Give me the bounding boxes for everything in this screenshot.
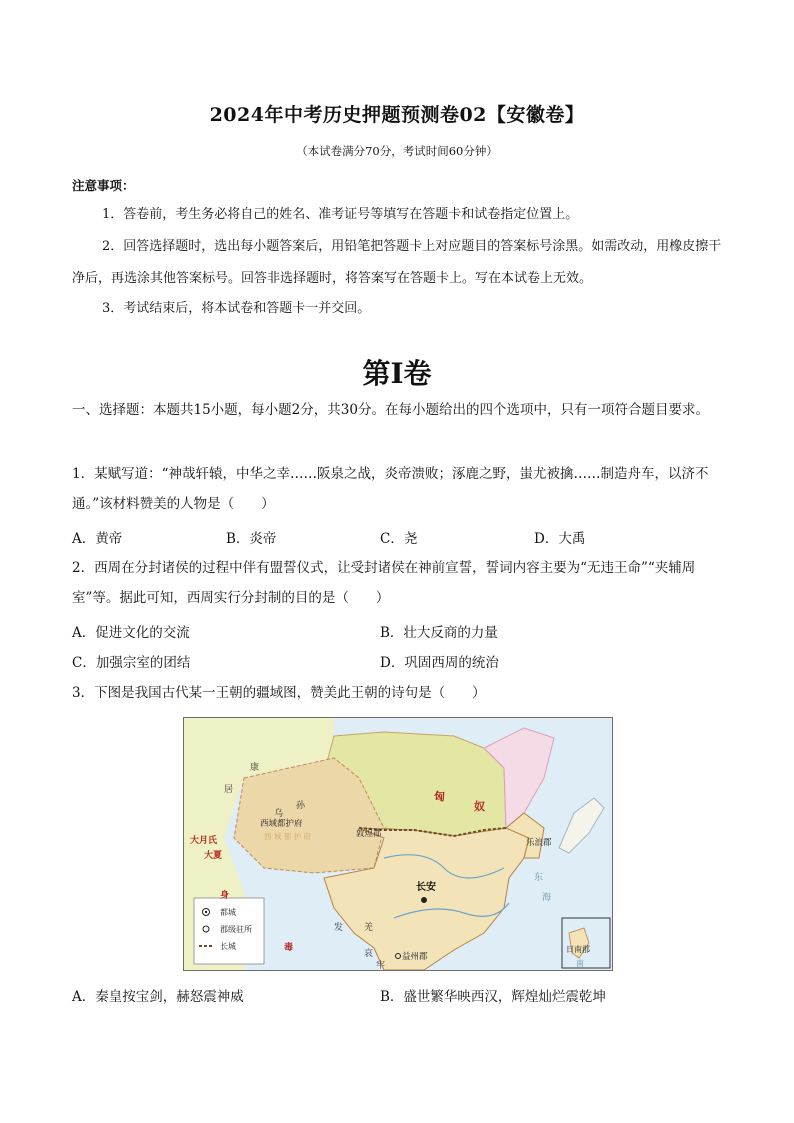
question-1-option-c[interactable]: C．尧 (380, 531, 418, 547)
map-label-ju: 居 (224, 785, 234, 795)
question-3-option-b[interactable]: B．盛世繁华映西汉，辉煌灿烂震乾坤 (380, 989, 606, 1005)
legend-great-wall: 长城 (220, 942, 236, 951)
legend-capital-dot (205, 911, 207, 913)
question-2-stem: 2．西周在分封诸侯的过程中伴有盟誓仪式，让受封诸侯在神前宣誓，誓词内容主要为“无违王命”“夹辅周室”等。据此可知，西周实行分封制的目的是（ ） (72, 560, 696, 606)
legend-prefecture: 郡级驻所 (220, 925, 252, 934)
map-label-xiyu: 西域都护府 (260, 819, 303, 829)
map-label-ai: 哀 (364, 949, 374, 959)
question-1-option-a[interactable]: A．黄帝 (72, 531, 123, 547)
notice-heading: 注意事项： (72, 178, 135, 193)
map-label-sun: 孙 (296, 801, 306, 811)
map-label-fa: 发 (334, 923, 344, 933)
map-label-xiong: 匈 (434, 790, 445, 803)
notice-item-2: 2．回答选择题时，选出每小题答案后，用铅笔把答题卡上对应题目的答案标号涂黑。如需改动，用橡皮擦干净后，再选涂其他答案标号。回答非选择题时，将答案写在答题卡上。写在本试卷上无效。 (72, 239, 722, 286)
exam-subtitle: （本试卷满分70分，考试时间60分钟） (296, 144, 498, 158)
map-label-kang: 康 (250, 763, 260, 773)
map-label-changan: 长安 (416, 882, 436, 893)
map-label-qiang: 羌 (364, 923, 374, 933)
question-1-option-b[interactable]: B．炎帝 (226, 531, 277, 547)
map-label-nu: 奴 (474, 800, 485, 813)
map-label-hai: 海 (542, 893, 552, 903)
question-2-option-a[interactable]: A．促进文化的交流 (72, 625, 190, 641)
map-label-yizhou: 益州郡 (402, 952, 428, 962)
map-label-xiyu-faint: 西 域 都 护 府 (264, 832, 312, 841)
map-label-daxia: 大夏 (204, 851, 223, 861)
question-1-option-d[interactable]: D．大禹 (534, 531, 586, 547)
question-3-stem: 3．下图是我国古代某一王朝的疆域图，赞美此王朝的诗句是（ ） (72, 685, 486, 701)
map-label-dunhuang: 敦煌郡 (356, 829, 382, 839)
notice-item-3: 3．考试结束后，将本试卷和答题卡一并交回。 (102, 301, 371, 316)
exam-title: 2024年中考历史押题预测卷02【安徽卷】 (209, 104, 585, 126)
map-changan-dot (421, 897, 427, 903)
map-label-lao: 牢 (376, 961, 386, 970)
notice-item-1: 1．答卷前，考生务必将自己的姓名、准考证号等填写在答题卡和试卷指定位置上。 (102, 207, 579, 222)
legend-capital: 都城 (220, 908, 236, 917)
question-3-option-a[interactable]: A．秦皇按宝剑，赫怒震神威 (72, 989, 244, 1005)
question-2-option-c[interactable]: C．加强宗室的团结 (72, 655, 191, 671)
map-label-lelang: 乐浪郡 (526, 838, 552, 848)
map-label-du: 毒 (284, 943, 294, 953)
question-2-option-d[interactable]: D．巩固西周的统治 (380, 655, 499, 671)
map-label-dayuezhi: 大月氏 (190, 836, 218, 846)
map-label-shen: 身 (220, 891, 230, 901)
map-label-wu: 乌 (274, 809, 284, 819)
section-title: 第Ⅰ卷 (362, 357, 432, 390)
map-label-rinan: 日南郡 (566, 945, 590, 954)
question-1-stem: 1．某赋写道：“神哉轩辕，中华之幸……阪泉之战，炎帝溃败；涿鹿之野，蚩尤被擒……制造舟车，以济不通。”该材料赞美的人物是（ ） (72, 466, 709, 512)
question-2-option-b[interactable]: B．壮大反商的力量 (380, 625, 498, 641)
section-intro: 一、选择题：本题共15小题，每小题2分，共30分。在每小题给出的四个选项中，只有一项符合题目要求。 (72, 402, 709, 418)
map-label-dong: 东 (534, 873, 544, 883)
map-label-nan: 南 (576, 959, 584, 968)
han-dynasty-map (183, 717, 613, 971)
